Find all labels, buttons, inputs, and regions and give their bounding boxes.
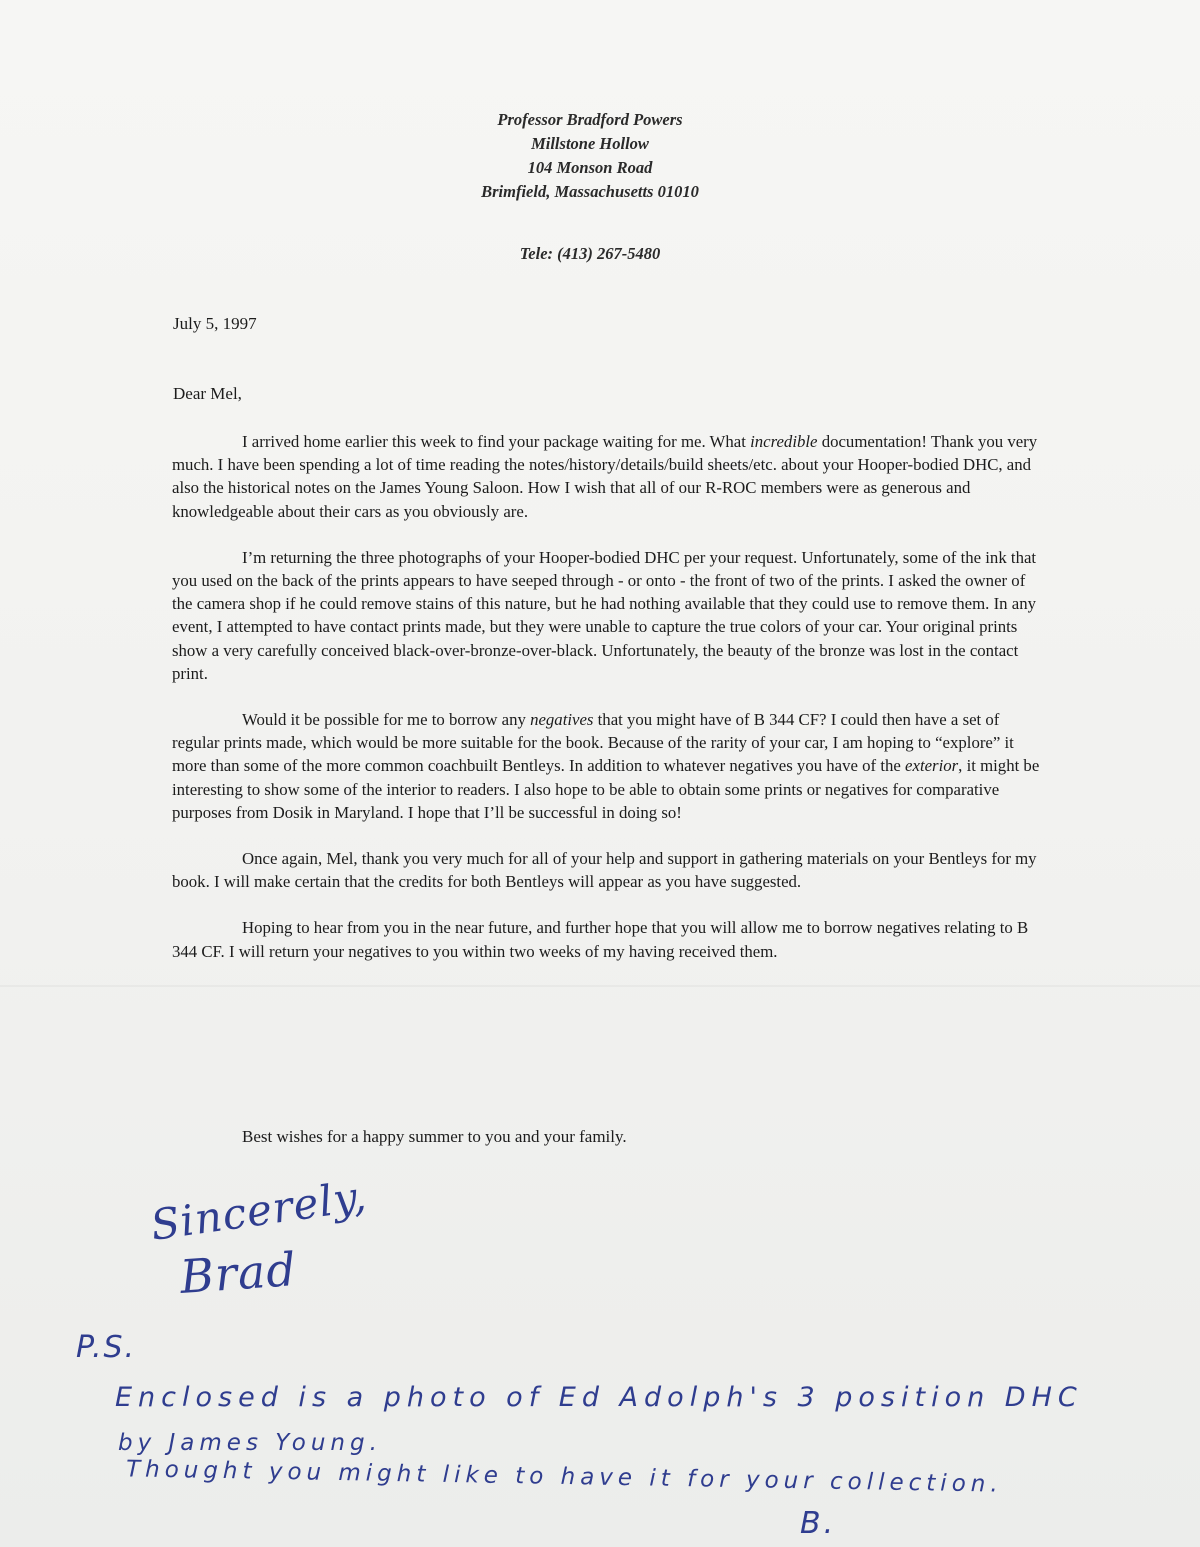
paragraph-3-text-a: Would it be possible for me to borrow any [242, 710, 531, 730]
paragraph-1 [172, 430, 1044, 523]
handwritten-ps-line-3: Thought you might like to have it for your collection. [125, 1456, 1003, 1498]
closing-line: Best wishes for a happy summer to you and your family. [242, 1127, 627, 1146]
paragraph-3-text-b: that you might have of B 344 CF? I could then have a set of regular prints made, which would be more suitable for the book. Because of the rarity of your car, I am hoping to “explore” it more than some of the more common coachbuilt Bentleys. In addition to whatever negatives you have of the [172, 710, 1014, 776]
handwritten-signature: Brad [178, 1241, 299, 1305]
letterhead [400, 108, 780, 204]
paragraph-4: Once again, Mel, thank you very much for all of your help and support in gathering materials on your Bentleys for my book. I will make certain that the credits for both Bentleys will appear as you have suggested. [172, 849, 1037, 892]
paragraph-2: I’m returning the three photographs of your Hooper-bodied DHC per your request. Unfortunately, some of the ink that you used on the back of the prints appears to have seeped through - or onto - the front of two of the prints. I asked the owner of the camera shop if he could remove stains of this nature, but he had nothing available that they could use to remove them. In any event, I attempted to have contact prints made, but they were unable to capture the true colors of your car. Your original prints show a very carefully conceived black-over-bronze-over-black. Unfortunately, the beauty of the bronze was lost in the contact print. [172, 547, 1037, 683]
paragraph-1-emphasis: incredible [750, 432, 818, 451]
paragraph-1-text-a: I arrived home earlier this week to find your package waiting for me. What [242, 432, 751, 451]
letterhead-telephone: Tele: (413) 267-5480 [519, 244, 661, 263]
paragraph-3-text-c: , it might be interesting to show some of the interior to readers. I also hope to be able to obtain some prints or negatives for comparative purposes from Dosik in Maryland. I hope that I’ll be successful in doing so! [172, 756, 1040, 822]
letterhead-house: Millstone Hollow [531, 134, 649, 153]
paragraph-5: Hoping to hear from you in the near future, and further hope that you will allow me to borrow negatives relating to B 344 CF. I will return your negatives to you within two weeks of my having received them. [172, 918, 1029, 961]
handwritten-ps-initial: B. [800, 1506, 837, 1541]
handwritten-ps-line-2: by James Young. [118, 1430, 382, 1456]
letterhead-name: Professor Bradford Powers [497, 110, 683, 129]
letter-body [172, 430, 1044, 986]
handwritten-sign-off: Sincerely, [147, 1171, 370, 1250]
letterhead-street: 104 Monson Road [527, 158, 653, 177]
letterhead-city: Brimfield, Massachusetts 01010 [481, 182, 699, 201]
paragraph-1-text-b: documentation! Thank you very much. I have been spending a lot of time reading the notes/history/details/build sheets/etc. about your Hooper-bodied DHC, and also the historical notes on the James Young Saloon. How I wish that all of our R-ROC members were as generous and knowledgeable about their cars as you obviously are. [172, 432, 1038, 521]
letter-date: July 5, 1997 [173, 314, 257, 333]
handwritten-ps-line-1: Enclosed is a photo of Ed Adolph's 3 position DHC [115, 1382, 1083, 1413]
handwritten-ps-label: P.S. [76, 1330, 137, 1365]
paragraph-3-emphasis-1: negatives [530, 710, 594, 730]
salutation: Dear Mel, [173, 384, 242, 403]
paragraph-3-emphasis-2: exterior [905, 756, 959, 776]
paragraph-3 [172, 708, 1044, 824]
